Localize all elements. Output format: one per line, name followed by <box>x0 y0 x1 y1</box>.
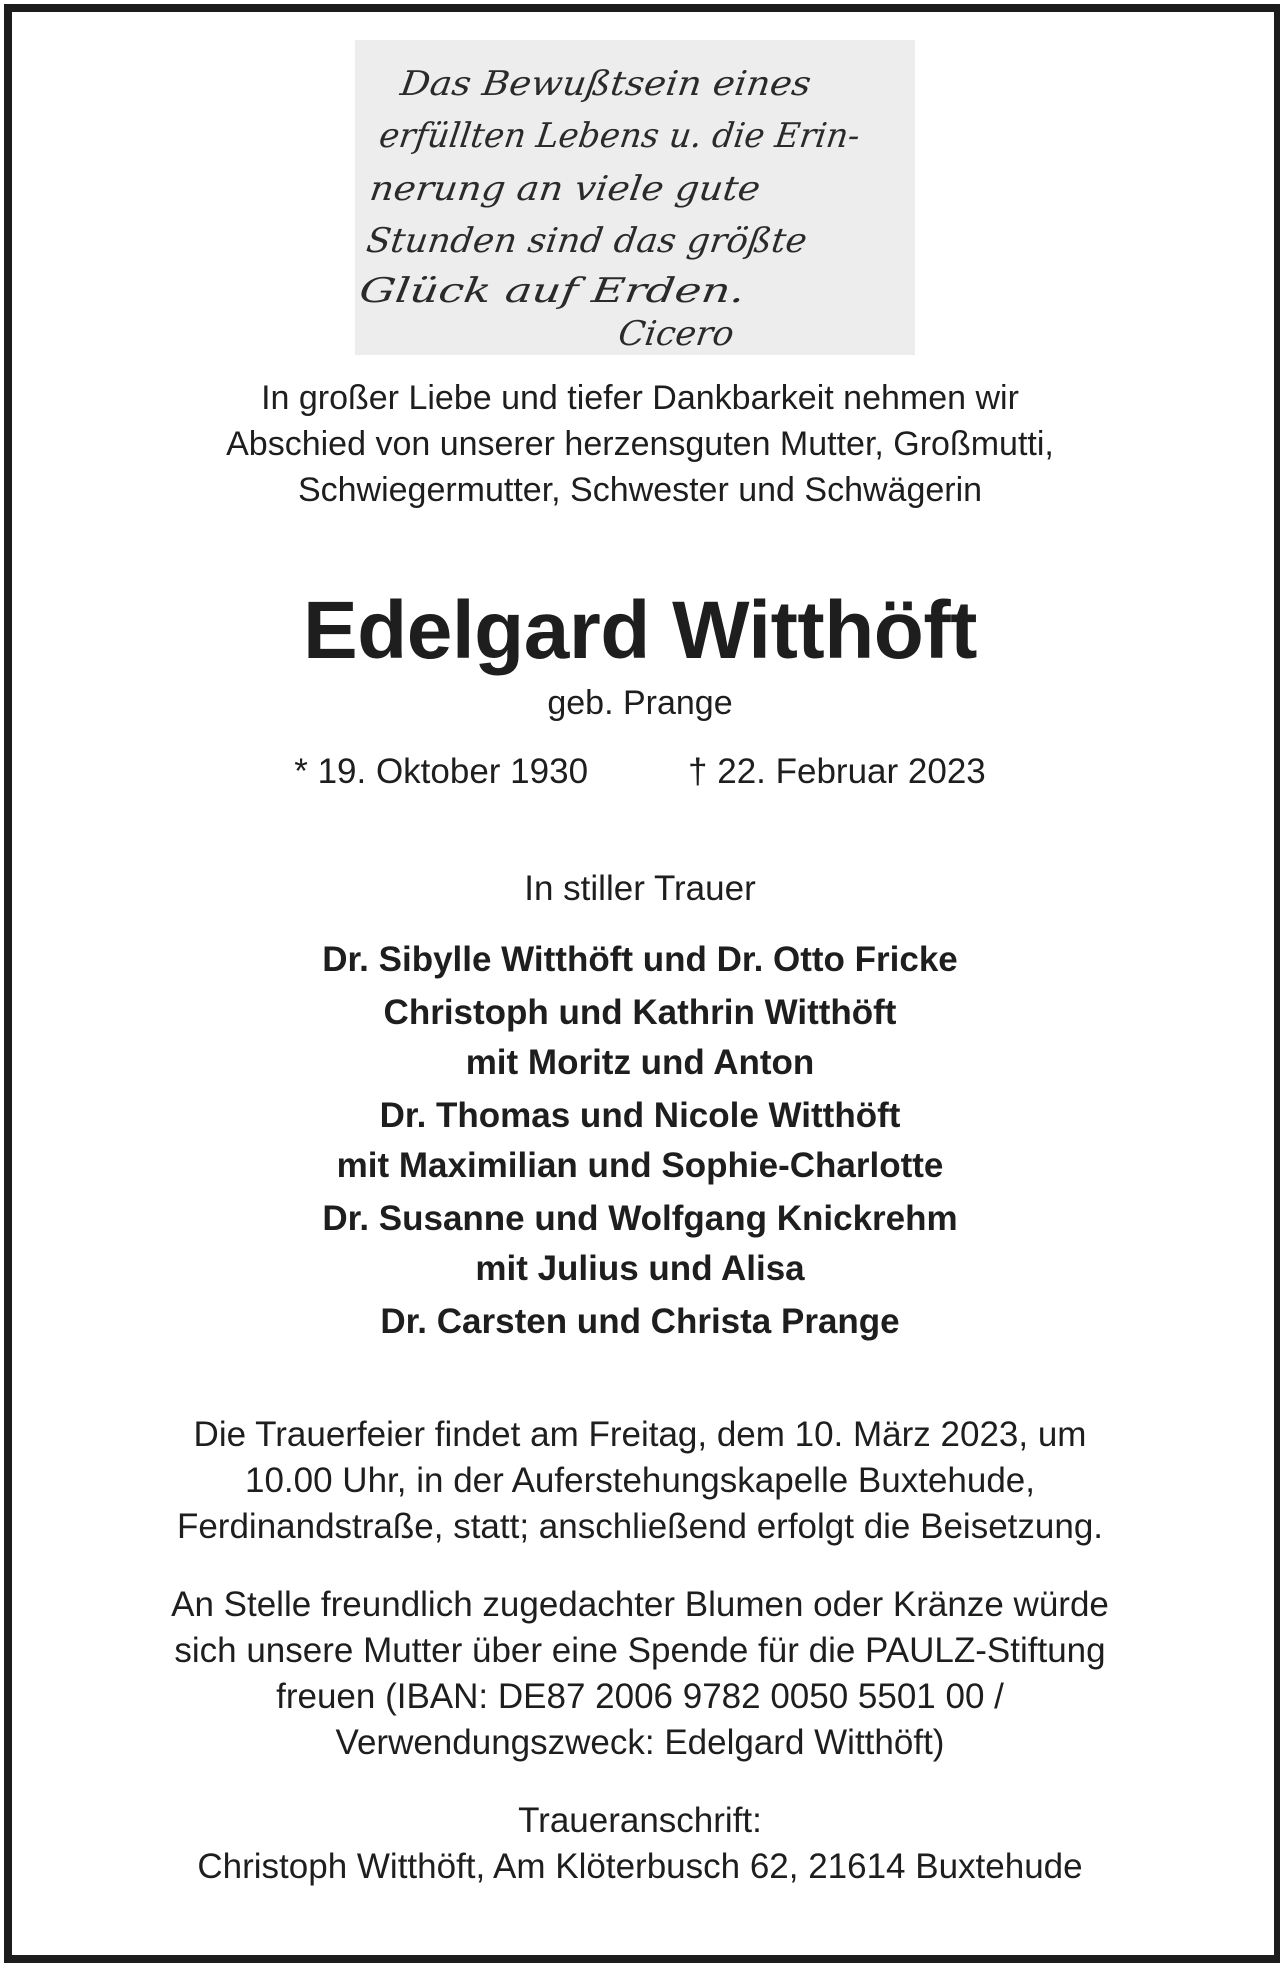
family-line: Dr. Carsten und Christa Prange <box>380 1302 900 1341</box>
donation-text <box>0 1582 1280 1766</box>
handwritten-quote <box>355 40 915 355</box>
family-group <box>0 935 1280 985</box>
address-line: Christoph Witthöft, Am Klöterbusch 62, 21614 Buxtehude <box>197 1847 1083 1886</box>
ceremony-line: 10.00 Uhr, in der Auferstehungskapelle Buxtehude, <box>245 1461 1035 1500</box>
intro-line: In großer Liebe und tiefer Dankbarkeit nehmen wir <box>261 379 1019 417</box>
death-date: † 22. Februar 2023 <box>688 752 986 791</box>
quote-line-5: Glück auf Erden. <box>356 271 655 311</box>
birth-date: * 19. Oktober 1930 <box>294 752 589 791</box>
life-dates <box>0 750 1280 794</box>
family-line: mit Moritz und Anton <box>465 1043 815 1082</box>
ceremony-text <box>0 1412 1280 1550</box>
family-group <box>0 1297 1280 1347</box>
mourning-address <box>0 1798 1280 1890</box>
family-line: mit Maximilian und Sophie-Charlotte <box>336 1146 944 1185</box>
quote-line-3: nerung an viele gute <box>367 169 730 209</box>
family-group <box>0 1091 1280 1191</box>
family-line: Dr. Thomas und Nicole Witthöft <box>379 1096 901 1135</box>
family-line: mit Julius und Alisa <box>475 1249 805 1288</box>
family-line: Christoph und Kathrin Witthöft <box>383 993 897 1032</box>
deceased-name: Edelgard Witthöft <box>302 585 977 676</box>
donation-line: Verwendungszweck: Edelgard Witthöft) <box>335 1723 945 1762</box>
quote-line-4: Stunden sind das größte <box>363 221 793 261</box>
family-list <box>0 935 1280 1350</box>
family-line: Dr. Sibylle Witthöft und Dr. Otto Fricke <box>322 940 958 979</box>
intro-line: Schwiegermutter, Schwester und Schwägerin <box>297 471 983 509</box>
family-line: Dr. Susanne und Wolfgang Knickrehm <box>322 1199 958 1238</box>
address-label: Traueranschrift: <box>518 1801 762 1840</box>
handwritten-quote-image <box>355 40 915 355</box>
quote-author: Cicero <box>615 314 735 354</box>
ceremony-line: Ferdinandstraße, statt; anschließend erfolgt die Beisetzung. <box>176 1507 1104 1546</box>
donation-line: freuen (IBAN: DE87 2006 9782 0050 5501 00 / <box>276 1677 1004 1716</box>
ceremony-line: Die Trauerfeier findet am Freitag, dem 10. März 2023, um <box>193 1415 1087 1454</box>
mourning-label: In stiller Trauer <box>524 869 756 908</box>
family-group <box>0 988 1280 1088</box>
intro-line: Abschied von unserer herzensguten Mutter, Großmutti, <box>226 425 1054 463</box>
family-group <box>0 1194 1280 1294</box>
quote-line-2: erfüllten Lebens u. die Erin- <box>376 116 869 156</box>
donation-line: sich unsere Mutter über eine Spende für die PAULZ-Stiftung <box>174 1631 1106 1670</box>
birth-name: geb. Prange <box>547 684 733 722</box>
intro-text <box>0 375 1280 513</box>
quote-line-1: Das Bewußtsein eines <box>398 64 784 104</box>
donation-line: An Stelle freundlich zugedachter Blumen oder Kränze würde <box>171 1585 1109 1624</box>
